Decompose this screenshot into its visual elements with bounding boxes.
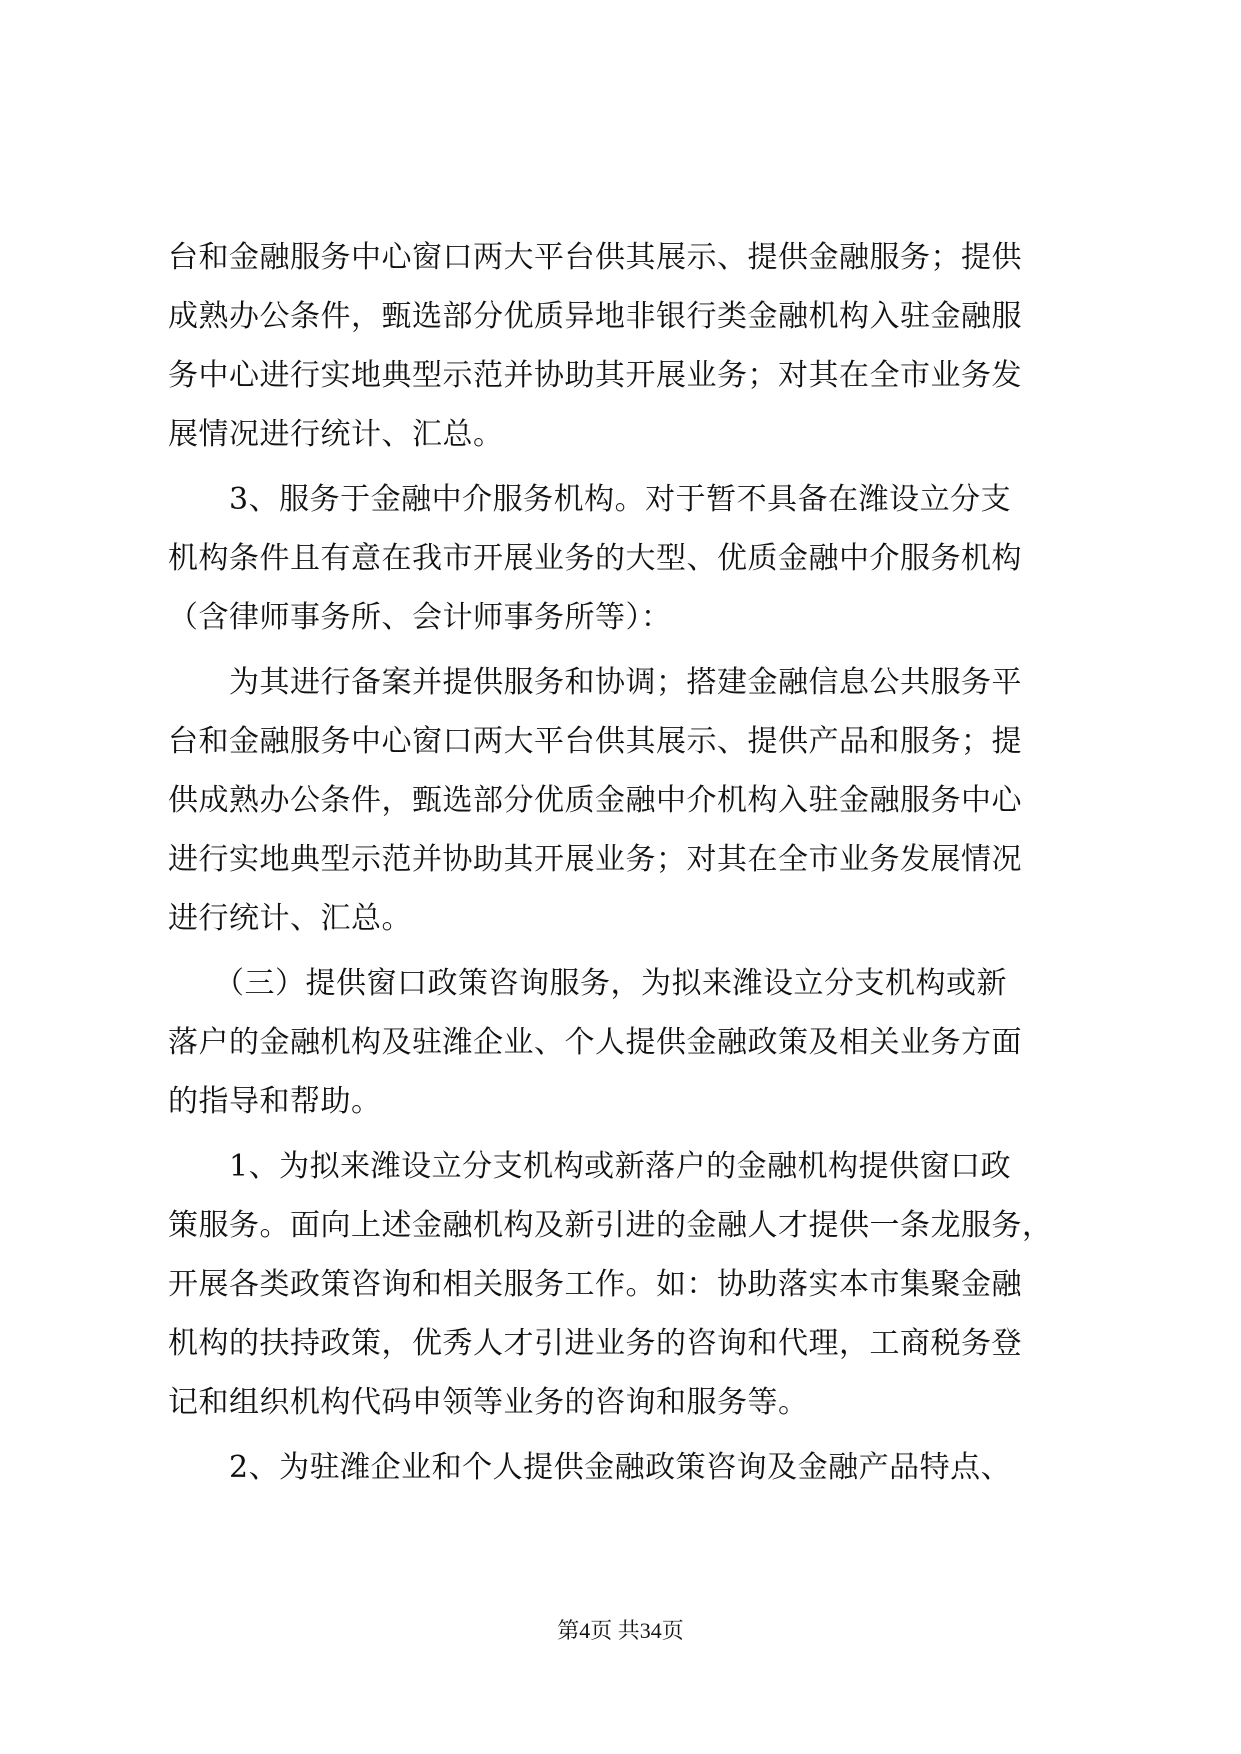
text-line: 的指导和帮助。 <box>168 1084 382 1119</box>
body-text <box>168 228 1088 1497</box>
text-line: 落户的金融机构及驻潍企业、个人提供金融政策及相关业务方面 <box>168 1025 1022 1060</box>
text-line: 机构的扶持政策，优秀人才引进业务的咨询和代理，工商税务登 <box>168 1326 1022 1361</box>
text-line: 务中心进行实地典型示范并协助其开展业务；对其在全市业务发 <box>168 358 1022 393</box>
text-line: 策服务。面向上述金融机构及新引进的金融人才提供一条龙服务， <box>168 1208 1053 1243</box>
text-line: 为其进行备案并提供服务和协调；搭建金融信息公共服务平 <box>168 665 1022 700</box>
text-line: 供成熟办公条件，甄选部分优质金融中介机构入驻金融服务中心 <box>168 783 1022 818</box>
page-footer <box>0 1614 1241 1645</box>
text-line: （三）提供窗口政策咨询服务，为拟来潍设立分支机构或新 <box>168 966 1007 1001</box>
text-line: 展情况进行统计、汇总。 <box>168 417 504 452</box>
text-line: 进行统计、汇总。 <box>168 901 412 936</box>
text-line: 成熟办公条件，甄选部分优质异地非银行类金融机构入驻金融服 <box>168 299 1022 334</box>
paragraph <box>168 954 1088 1131</box>
paragraph <box>168 1137 1088 1432</box>
page-number-label: 第4页 共34页 <box>557 1618 684 1643</box>
text-line: 1、为拟来潍设立分支机构或新落户的金融机构提供窗口政 <box>168 1149 1012 1184</box>
text-line: 进行实地典型示范并协助其开展业务；对其在全市业务发展情况 <box>168 842 1022 877</box>
text-line: 3、服务于金融中介服务机构。对于暂不具备在潍设立分支 <box>168 482 1012 517</box>
paragraph <box>168 228 1088 464</box>
text-line: 开展各类政策咨询和相关服务工作。如：协助落实本市集聚金融 <box>168 1267 1022 1302</box>
paragraph <box>168 1438 1088 1497</box>
paragraph <box>168 653 1088 948</box>
text-line: 2、为驻潍企业和个人提供金融政策咨询及金融产品特点、 <box>168 1450 1012 1485</box>
text-line: 台和金融服务中心窗口两大平台供其展示、提供产品和服务；提 <box>168 724 1022 759</box>
text-line: （含律师事务所、会计师事务所等）： <box>168 600 672 635</box>
text-line: 记和组织机构代码申领等业务的咨询和服务等。 <box>168 1385 809 1420</box>
paragraph <box>168 470 1088 647</box>
text-line: 台和金融服务中心窗口两大平台供其展示、提供金融服务；提供 <box>168 240 1022 275</box>
text-line: 机构条件且有意在我市开展业务的大型、优质金融中介服务机构 <box>168 541 1022 576</box>
